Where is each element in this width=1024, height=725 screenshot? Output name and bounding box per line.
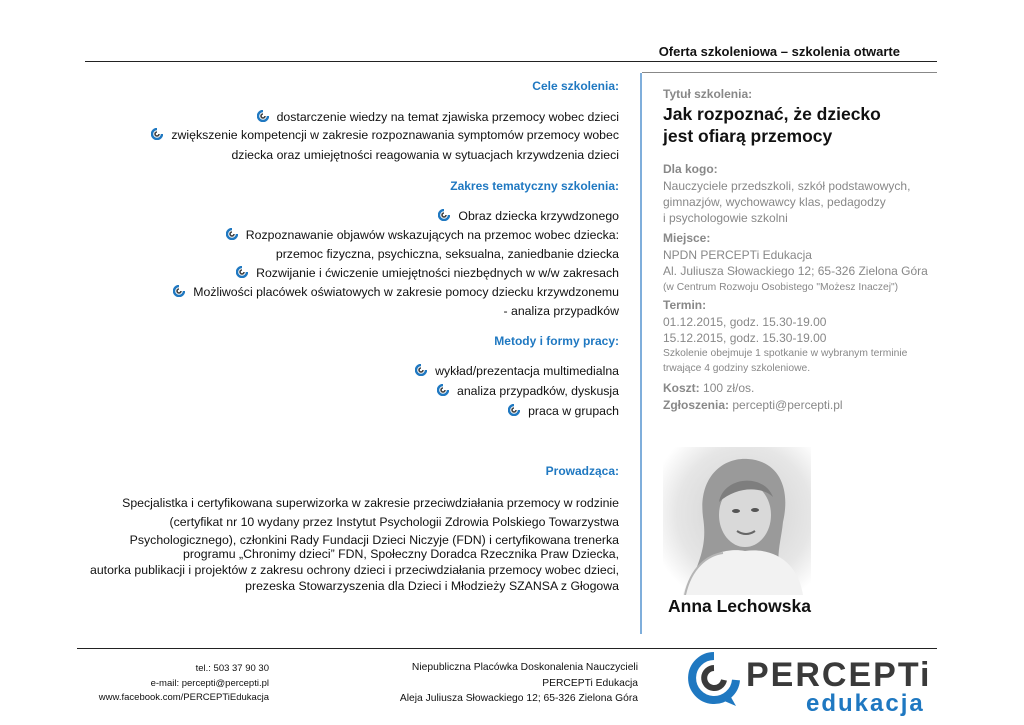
cost-row	[663, 380, 933, 396]
goal-item: zwiększenie kompetencji w zakresie rozpoznawania symptomów przemocy wobec	[85, 126, 619, 144]
trainer-bio-line: (certyfikat nr 10 wydany przez Instytut Psychologii Zdrowia Polskiego Towarzystwa	[169, 515, 619, 529]
phone-bullet-icon	[236, 265, 248, 277]
term-label: Termin:	[663, 298, 707, 312]
trainer-bio-line: Specjalistka i certyfikowana superwizorka w zakresie przeciwdziałania przemocy w rodzinie	[122, 496, 619, 510]
audience-text: Nauczyciele przedszkoli, szkół podstawowych, gimnazjów, wychowawcy klas, pedagodzy i psychologowie szkolni	[663, 179, 911, 225]
signup-label: Zgłoszenia:	[663, 398, 730, 412]
footer-phone: tel.: 503 37 90 30	[195, 663, 269, 674]
term-dates: 01.12.2015, godz. 15.30-19.00 15.12.2015, godz. 15.30-19.00	[663, 315, 827, 345]
logo-mark-icon	[692, 656, 736, 706]
phone-bullet-icon	[415, 363, 427, 375]
method-item: analiza przypadków, dyskusja	[85, 382, 619, 400]
goal-item: dostarczenie wiedzy na temat zjawiska przemocy wobec dzieci	[85, 108, 619, 126]
signup-email[interactable]: percepti@percepti.pl	[732, 398, 843, 412]
phone-bullet-icon	[257, 109, 269, 121]
scope-item: Rozwijanie i ćwiczenie umiejętności niezbędnych w w/w zakresach	[85, 264, 619, 282]
phone-bullet-icon	[437, 383, 449, 395]
cost-value: 100 zł/os.	[703, 381, 755, 395]
audience-label: Dla kogo:	[663, 162, 718, 176]
method-item: praca w grupach	[85, 402, 619, 420]
footer-institution: Niepubliczna Placówka Doskonalenia Nauczycieli PERCEPTi Edukacja Aleja Juliusza Słowackiego 12; 65-326 Zielona Góra	[399, 662, 638, 704]
goal-item-continuation: dziecka oraz umiejętności reagowania w sytuacjach krzywdzenia dzieci	[231, 148, 619, 162]
info-top-rule	[642, 72, 937, 73]
footer-contact	[99, 662, 269, 706]
trainer-bio-line: Psychologicznego), członkini Rady Fundacji Dzieci Niczyje (FDN) i certyfikowana trenerka	[129, 533, 619, 547]
footer-facebook-link[interactable]: www.facebook.com/PERCEPTiEdukacja	[98, 692, 269, 703]
goals-heading: Cele szkolenia:	[532, 79, 619, 93]
percepti-logo	[688, 650, 938, 716]
training-title: Jak rozpoznać, że dziecko jest ofiarą przemocy	[663, 104, 881, 146]
scope-item: Możliwości placówek oświatowych w zakresie pomocy dziecku krzywdzonemu	[85, 283, 619, 301]
title-label: Tytuł szkolenia:	[663, 87, 753, 101]
term-note: Szkolenie obejmuje 1 spotkanie w wybranym terminie trwające 4 godziny szkoleniowe.	[663, 348, 908, 374]
phone-bullet-icon	[151, 127, 163, 139]
trainer-name: Anna Lechowska	[668, 596, 811, 616]
methods-heading: Metody i formy pracy:	[494, 334, 619, 348]
scope-item-continuation: - analiza przypadków	[503, 304, 619, 318]
place-note: (w Centrum Rozwoju Osobistego "Możesz Inaczej")	[663, 282, 899, 293]
phone-bullet-icon	[508, 403, 520, 415]
header-divider	[85, 61, 937, 62]
phone-bullet-icon	[438, 208, 450, 220]
logo-word-edukacja: edukacja	[806, 690, 925, 716]
cost-label: Koszt:	[663, 381, 700, 395]
scope-item: Rozpoznawanie objawów wskazujących na przemoc wobec dziecka:	[85, 226, 619, 244]
phone-bullet-icon	[226, 227, 238, 239]
footer-email[interactable]: e-mail: percepti@percepti.pl	[150, 677, 269, 689]
logo-word-percepti: PERCEPTi	[746, 656, 932, 694]
scope-item: Obraz dziecka krzywdzonego	[85, 207, 619, 225]
place-text: NPDN PERCEPTi Edukacja Al. Juliusza Słowackiego 12; 65-326 Zielona Góra	[663, 248, 928, 278]
phone-bullet-icon	[173, 284, 185, 296]
trainer-bio-line: programu „Chronimy dzieci” FDN, Społeczny Doradca Rzecznika Praw Dziecka,	[183, 547, 619, 561]
trainer-photo	[663, 447, 811, 595]
footer-divider	[77, 648, 937, 649]
scope-item-continuation: przemoc fizyczna, psychiczna, seksualna, zaniedbanie dziecka	[275, 247, 619, 261]
page-header-title: Oferta szkoleniowa – szkolenia otwarte	[658, 44, 900, 59]
trainer-bio-line: prezeska Stowarzyszenia dla Dzieci i Młodzieży SZANSA z Głogowa	[245, 579, 619, 593]
signup-row	[663, 397, 933, 413]
place-label: Miejsce:	[663, 231, 711, 245]
trainer-bio-line: autorka publikacji i projektów z zakresu ochrony dzieci i przeciwdziałania przemocy wobec dzieci,	[89, 563, 619, 577]
scope-heading: Zakres tematyczny szkolenia:	[450, 179, 619, 193]
method-item: wykład/prezentacja multimedialna	[85, 362, 619, 380]
trainer-heading: Prowadząca:	[545, 464, 619, 478]
column-divider	[640, 73, 642, 634]
